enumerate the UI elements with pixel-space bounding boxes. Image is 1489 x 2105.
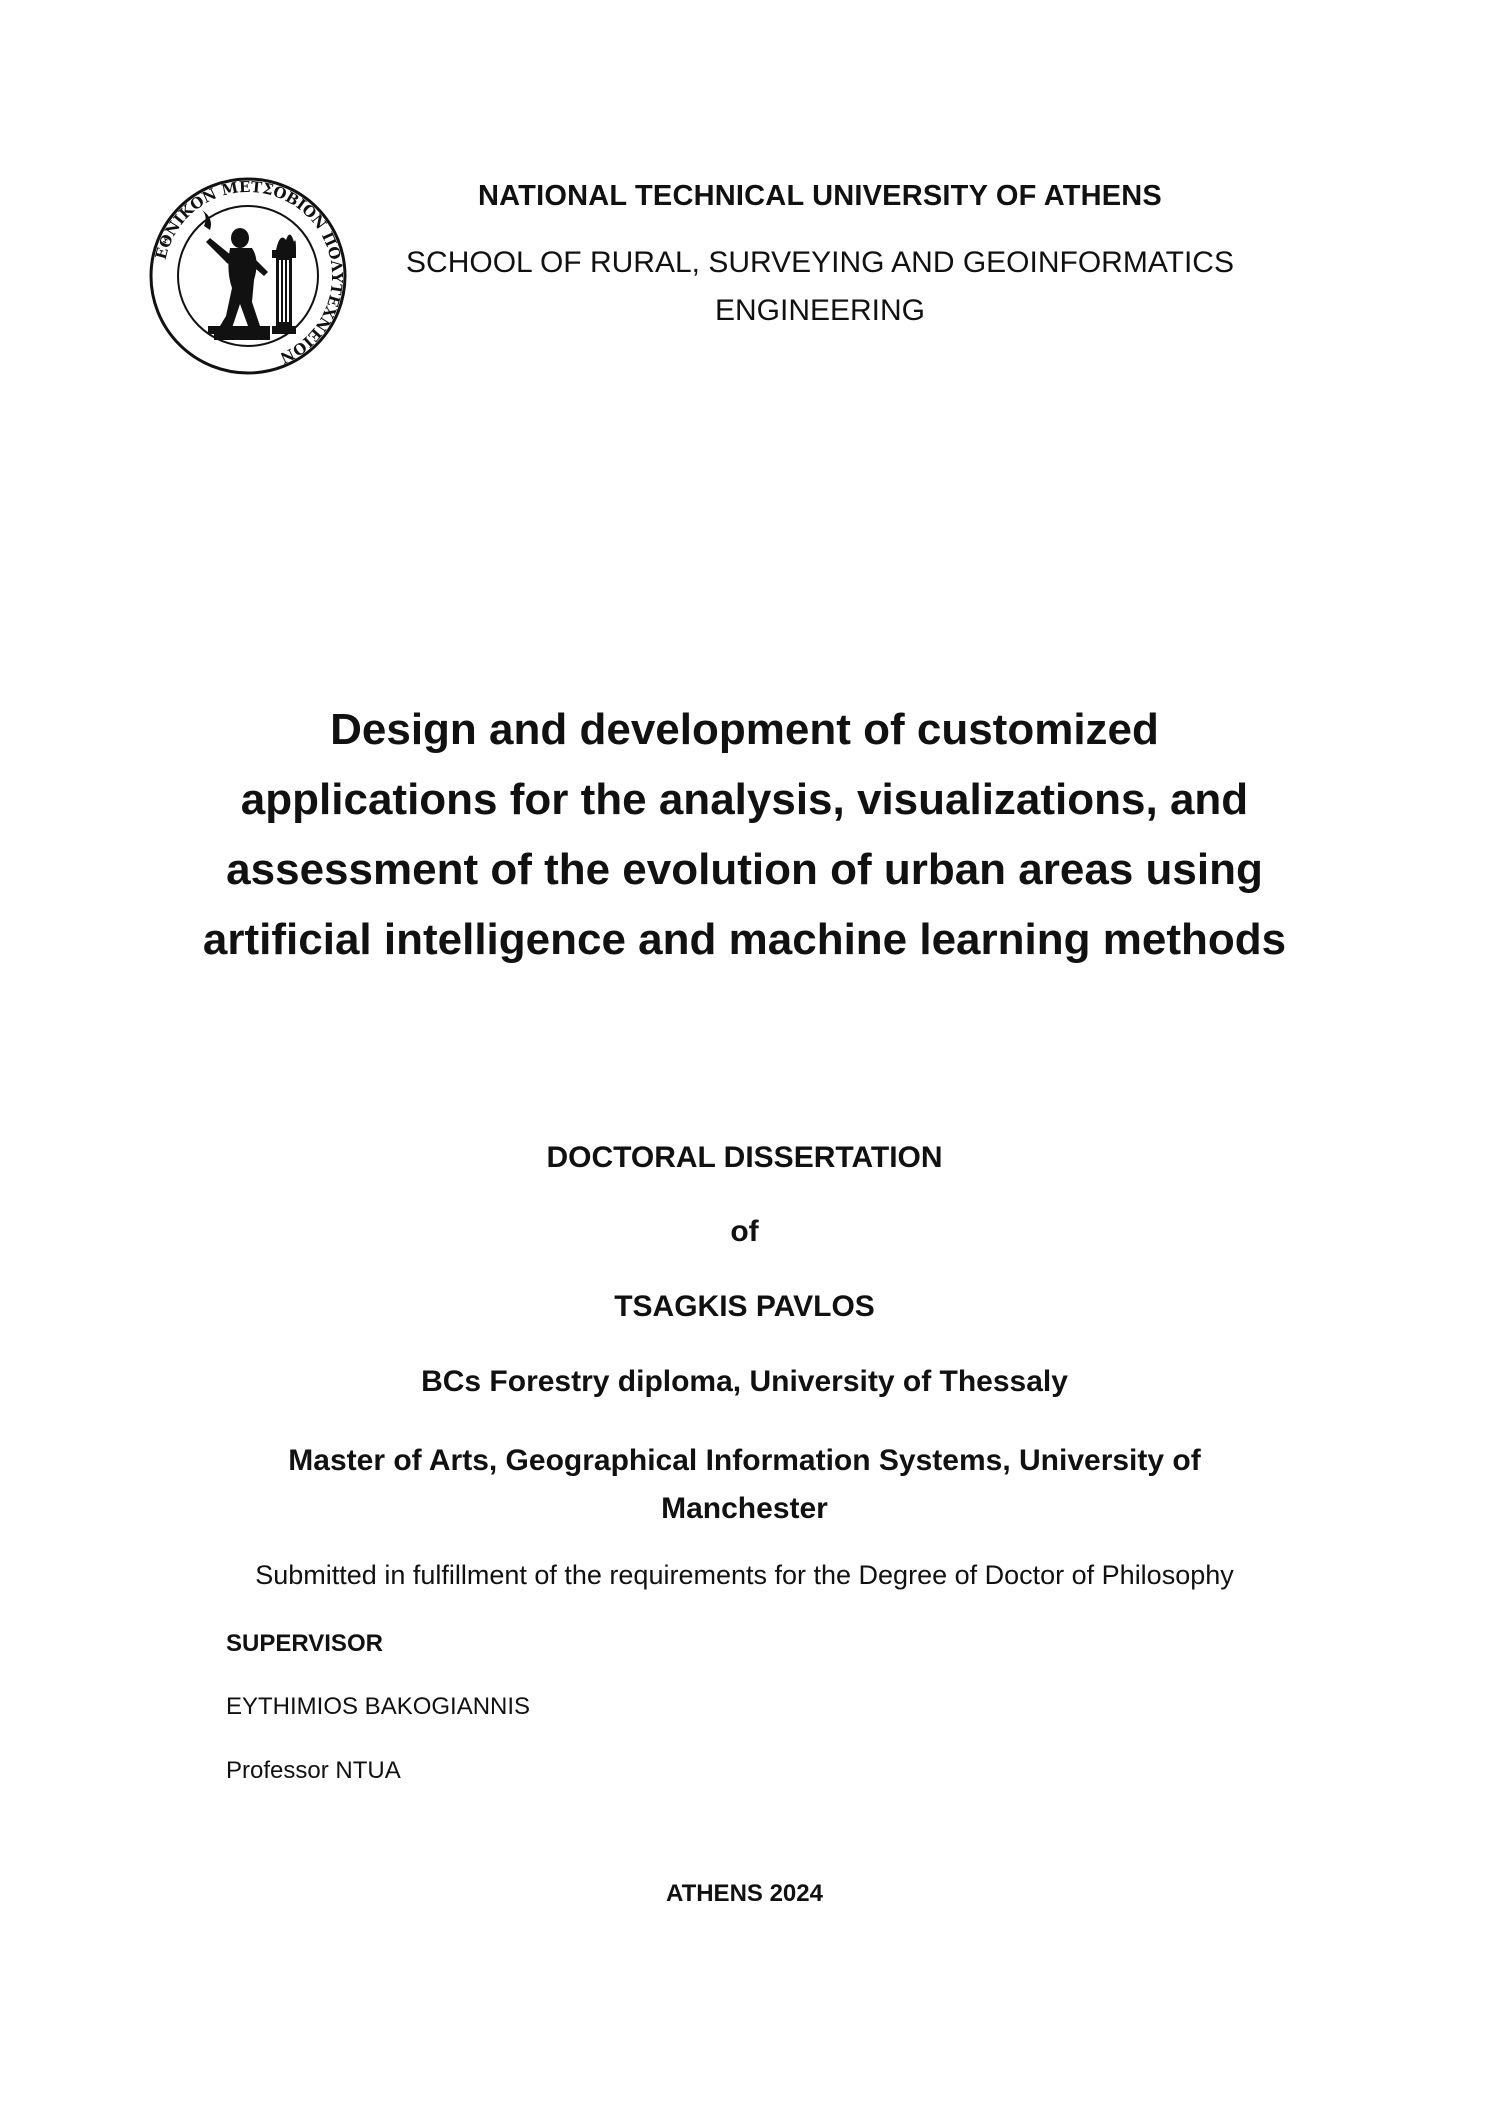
document-type: DOCTORAL DISSERTATION: [546, 1141, 943, 1174]
svg-text:ΕΘΝΙΚΟΝ ΜΕΤΣΟΒΙΟΝ ΠΟΛΥΤΕΧΝΕΙΟΝ: ΕΘΝΙΚΟΝ ΜΕΤΣΟΒΙΟΝ ΠΟΛΥΤΕΧΝΕΙΟΝ: [151, 177, 347, 367]
degree-master: Master of Arts, Geographical Information Systems, University of Manchester: [288, 1444, 1201, 1525]
author-name: TSAGKIS PAVLOS: [614, 1290, 875, 1323]
institution-header: [380, 180, 1260, 335]
of-label: of: [730, 1215, 759, 1248]
supervisor-title: Professor NTUA: [226, 1757, 401, 1784]
university-seal-logo: [148, 176, 348, 376]
university-name: NATIONAL TECHNICAL UNIVERSITY OF ATHENS: [478, 180, 1162, 212]
supervisor-name: EYTHIMIOS BAKOGIANNIS: [226, 1693, 531, 1720]
school-name: SCHOOL OF RURAL, SURVEYING AND GEOINFORMATICS ENGINEERING: [406, 246, 1234, 327]
degree-bachelor: BCs Forestry diploma, University of Thessaly: [421, 1365, 1068, 1398]
dissertation-title: Design and development of customized applications for the analysis, visualizations, and assessment of the evolution of urban areas using artificial intelligence and machine learning methods: [202, 705, 1287, 964]
supervisor-label: SUPERVISOR: [226, 1630, 383, 1657]
place-and-year: ATHENS 2024: [666, 1880, 823, 1907]
fulfillment-statement: Submitted in fulfillment of the requirements for the Degree of Doctor of Philosophy: [255, 1560, 1234, 1590]
